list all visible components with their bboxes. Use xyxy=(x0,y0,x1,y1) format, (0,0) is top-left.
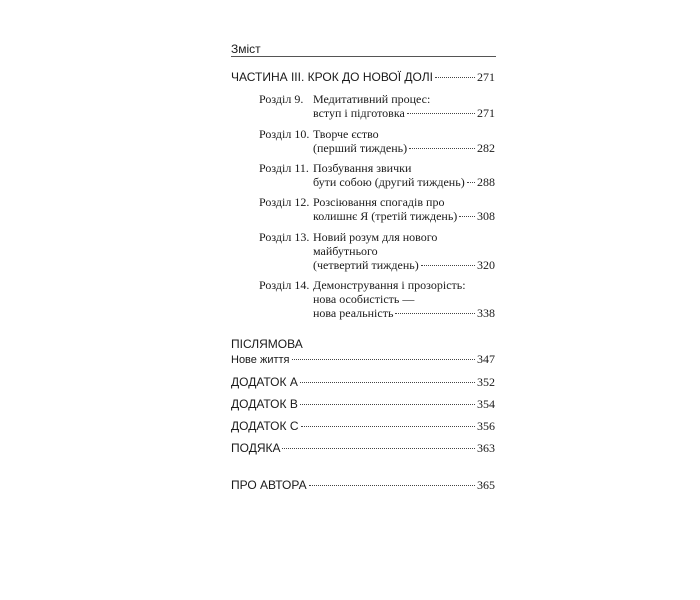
toc-entry-chapter-12[interactable] xyxy=(313,209,495,223)
chapter-title-line[interactable]: Новий розум для нового xyxy=(313,230,438,244)
leader-dots xyxy=(309,485,475,486)
chapter-label: Розділ 11. xyxy=(259,161,309,175)
chapter-label: Розділ 9. xyxy=(259,92,304,106)
leader-dots xyxy=(301,426,475,427)
toc-entry-about-author[interactable] xyxy=(231,478,495,492)
toc-entry-page: 320 xyxy=(477,258,495,272)
toc-entry-chapter-13[interactable] xyxy=(313,258,495,272)
header-rule xyxy=(231,56,496,57)
toc-entry-chapter-11[interactable] xyxy=(313,175,495,189)
toc-entry-page: 356 xyxy=(477,419,495,433)
toc-entry-title: Нове життя xyxy=(231,354,290,366)
leader-dots xyxy=(435,77,475,78)
leader-dots xyxy=(300,404,475,405)
toc-entry-appendix-b[interactable] xyxy=(231,397,495,411)
leader-dots xyxy=(467,182,475,183)
leader-dots xyxy=(292,359,476,360)
chapter-title-line[interactable]: майбутнього xyxy=(313,244,378,258)
leader-dots xyxy=(409,148,475,149)
chapter-title-line: (перший тиждень) xyxy=(313,141,408,155)
chapter-title-line[interactable]: Позбування звички xyxy=(313,161,412,175)
toc-entry-title: ПОДЯКА xyxy=(231,441,281,455)
toc-entry-title: ДОДАТОК С xyxy=(231,419,299,433)
toc-entry-page: 363 xyxy=(477,441,495,455)
afterword-title[interactable]: ПІСЛЯМОВА xyxy=(231,337,303,351)
toc-entry-page: 354 xyxy=(477,397,495,411)
chapter-title-line: нова реальність xyxy=(313,306,394,320)
toc-entry-part[interactable] xyxy=(231,70,495,84)
leader-dots xyxy=(282,448,475,449)
toc-entry-page: 271 xyxy=(477,106,495,120)
toc-entry-chapter-9[interactable] xyxy=(313,106,495,120)
toc-entry-title: ЧАСТИНА III. КРОК ДО НОВОЇ ДОЛІ xyxy=(231,70,433,84)
toc-entry-acknowledgments[interactable] xyxy=(231,441,495,455)
leader-dots xyxy=(421,265,475,266)
toc-entry-appendix-c[interactable] xyxy=(231,419,495,433)
toc-entry-appendix-a[interactable] xyxy=(231,375,495,389)
chapter-title-line[interactable]: Розсіювання спогадів про xyxy=(313,195,445,209)
chapter-title-line[interactable]: Медитативний процес: xyxy=(313,92,431,106)
leader-dots xyxy=(395,313,475,314)
chapter-label: Розділ 14. xyxy=(259,278,310,292)
toc-entry-page: 288 xyxy=(477,175,495,189)
toc-entry-title: ПРО АВТОРА xyxy=(231,478,307,492)
toc-entry-page: 352 xyxy=(477,375,495,389)
chapter-title-line[interactable]: Демонстрування і прозорість: xyxy=(313,278,466,292)
toc-entry-title: ДОДАТОК А xyxy=(231,375,298,389)
toc-entry-page: 308 xyxy=(477,209,495,223)
toc-entry-chapter-14[interactable] xyxy=(313,306,495,320)
toc-entry-page: 347 xyxy=(477,352,495,366)
chapter-label: Розділ 10. xyxy=(259,127,310,141)
toc-entry-page: 365 xyxy=(477,478,495,492)
leader-dots xyxy=(407,113,475,114)
chapter-title-line: бути собою (другий тиждень) xyxy=(313,175,465,189)
leader-dots xyxy=(459,216,475,217)
leader-dots xyxy=(300,382,475,383)
chapter-title-line[interactable]: нова особистість — xyxy=(313,292,415,306)
toc-entry-page: 338 xyxy=(477,306,495,320)
chapter-label: Розділ 13. xyxy=(259,230,310,244)
toc-entry-page: 282 xyxy=(477,141,495,155)
toc-entry-title: ДОДАТОК В xyxy=(231,397,298,411)
toc-entry-chapter-10[interactable] xyxy=(313,141,495,155)
chapter-title-line: вступ і підготовка xyxy=(313,106,405,120)
chapter-title-line: колишнє Я (третій тиждень) xyxy=(313,209,458,223)
page-header: Зміст xyxy=(231,42,261,56)
chapter-title-line: (четвертий тиждень) xyxy=(313,258,419,272)
chapter-title-line[interactable]: Творче єство xyxy=(313,127,379,141)
toc-entry-afterword[interactable] xyxy=(231,352,495,367)
toc-entry-page: 271 xyxy=(477,70,495,84)
chapter-label: Розділ 12. xyxy=(259,195,310,209)
